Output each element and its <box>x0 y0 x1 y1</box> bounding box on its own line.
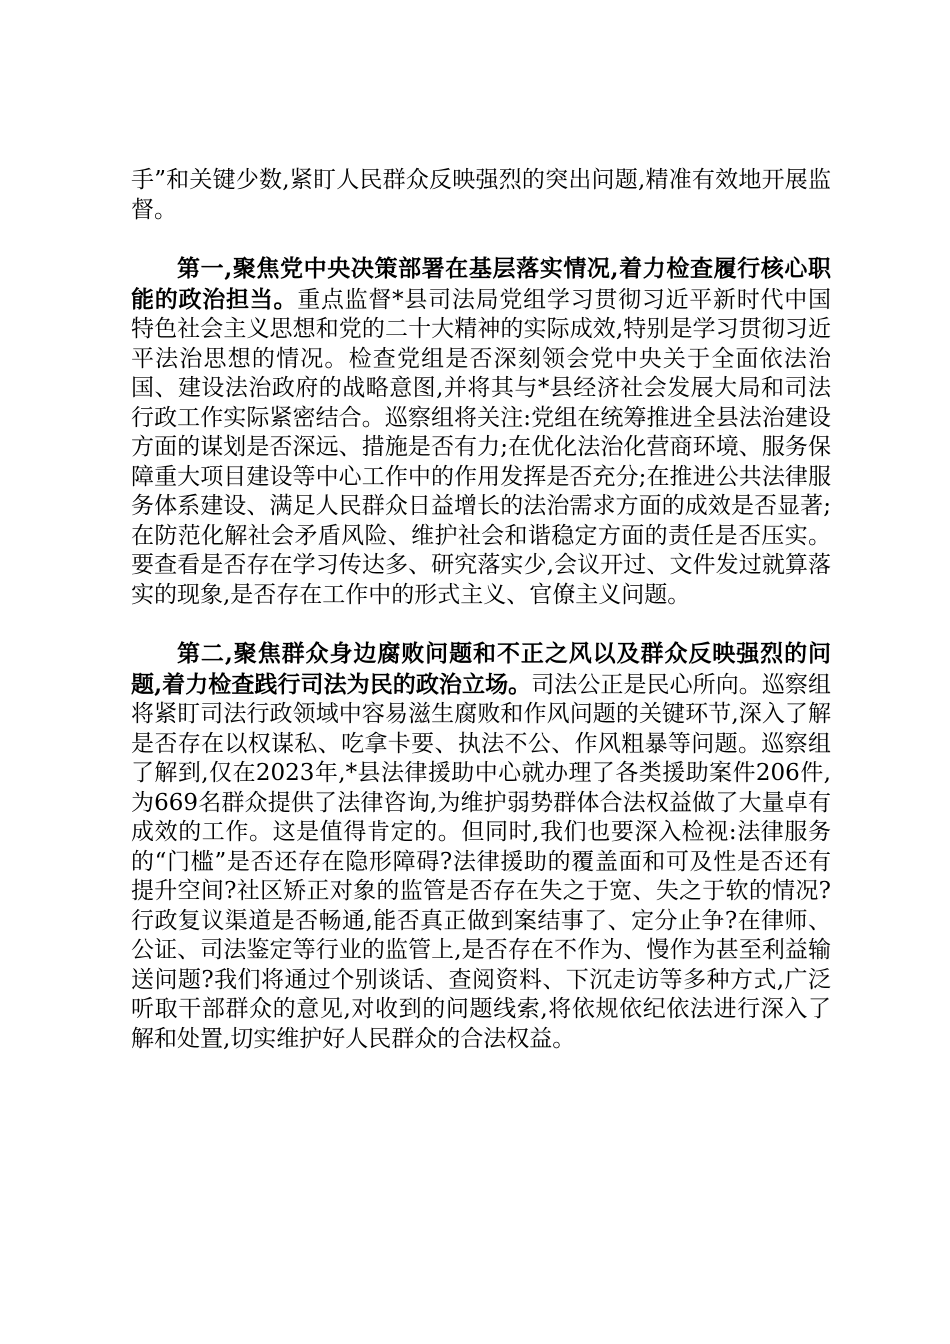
paragraph-second-point <box>131 639 831 1054</box>
paragraph-body: 司法公正是民心所向。巡察组将紧盯司法行政领域中容易滋生腐败和作风问题的关键环节,深入了解是否存在以权谋私、吃拿卡要、执法不公、作风粗暴等问题。巡察组了解到,仅在2023年,*县法律援助中心就办理了各类援助案件206件,为669名群众提供了法律咨询,为维护弱势群体合法权益做了大量卓有成效的工作。这是值得肯定的。但同时,我们也要深入检视:法律服务的“门槛”是否还存在隐形障碍?法律援助的覆盖面和可及性是否还有提升空间?社区矫正对象的监管是否存在失之于宽、失之于软的情况?行政复议渠道是否畅通,能否真正做到案结事了、定分止争?在律师、公证、司法鉴定等行业的监管上,是否存在不作为、慢作为甚至利益输送问题?我们将通过个别谈话、查阅资料、下沉走访等多种方式,广泛听取干部群众的意见,对收到的问题线索,将依规依纪依法进行深入了解和处置,切实维护好人民群众的合法权益。 <box>131 671 831 1052</box>
paragraph-body: 手”和关键少数,紧盯人民群众反映强烈的突出问题,精准有效地开展监督。 <box>131 167 831 223</box>
paragraph-heading: 第二,聚焦群众身边腐败问题和不正之风以及群众反映强烈的问题,着力检查践行司法为民的政治立场。 <box>131 640 831 698</box>
document-body <box>131 166 831 1054</box>
paragraph-first-point <box>131 254 831 610</box>
paragraph-heading: 第一,聚焦党中央决策部署在基层落实情况,着力检查履行核心职能的政治担当。 <box>131 255 831 313</box>
paragraph-continuation <box>131 166 831 225</box>
paragraph-body: 重点监督*县司法局党组学习贯彻习近平新时代中国特色社会主义思想和党的二十大精神的实际成效,特别是学习贯彻习近平法治思想的情况。检查党组是否深刻领会党中央关于全面依法治国、建设法治政府的战略意图,并将其与*县经济社会发展大局和司法行政工作实际紧密结合。巡察组将关注:党组在统筹推进全县法治建设方面的谋划是否深远、措施是否有力;在优化法治化营商环境、服务保障重大项目建设等中心工作中的作用发挥是否充分;在推进公共法律服务体系建设、满足人民群众日益增长的法治需求方面的成效是否显著;在防范化解社会矛盾风险、维护社会和谐稳定方面的责任是否压实。要查看是否存在学习传达多、研究落实少,会议开过、文件发过就算落实的现象,是否存在工作中的形式主义、官僚主义问题。 <box>131 286 832 608</box>
